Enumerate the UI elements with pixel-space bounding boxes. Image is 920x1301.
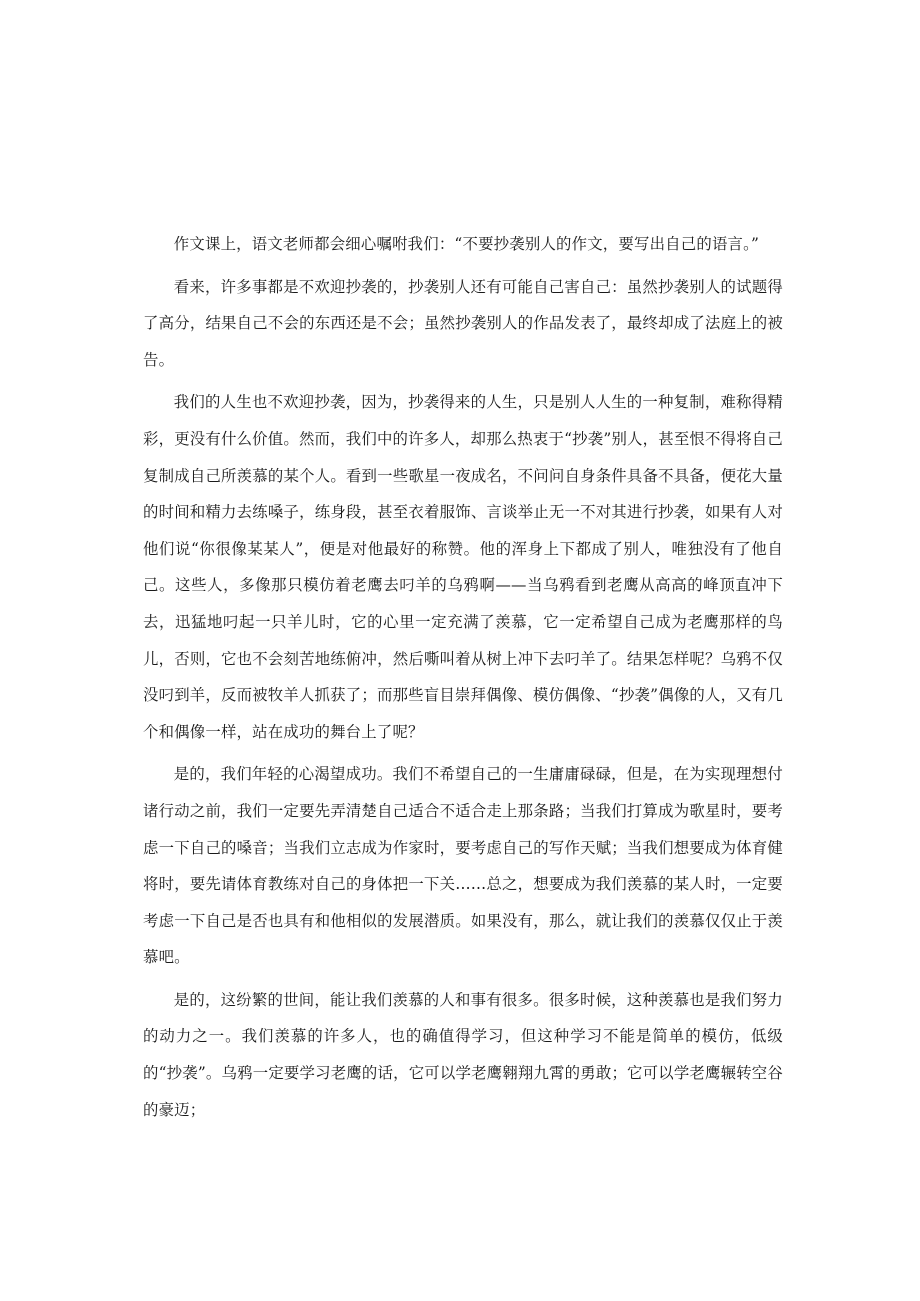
paragraph-2: 看来，许多事都是不欢迎抄袭的，抄袭别人还有可能自己害自己：虽然抄袭别人的试题得了高分，结果自己不会的东西还是不会；虽然抄袭别人的作品发表了，最终却成了法庭上的被告。 <box>143 277 783 369</box>
paragraph-4: 是的，我们年轻的心渴望成功。我们不希望自己的一生庸庸碌碌，但是，在为实现理想付诸行动之前，我们一定要先弄清楚自己适合不适合走上那条路；当我们打算成为歌星时，要考虑一下自己的嗓音；当我们立志成为作家时，要考虑自己的写作天赋；当我们想要成为体育健将时，要先请体育教练对自己的身体把一下关……总之，想要成为我们羡慕的某人时，一定要考虑一下自己是否也具有和他相似的发展潜质。如果没有，那么，就让我们的羡慕仅仅止于羡慕吧。 <box>143 765 783 967</box>
paragraph-3: 我们的人生也不欢迎抄袭，因为，抄袭得来的人生，只是别人人生的一种复制，难称得精彩，更没有什么价值。然而，我们中的许多人，却那么热衷于“抄袭”别人，甚至恨不得将自己复制成自己所羡慕的某个人。看到一些歌星一夜成名，不问问自身条件具备不具备，便花大量的时间和精力去练嗓子，练身段，甚至衣着服饰、言谈举止无一不对其进行抄袭，如果有人对他们说“你很像某某人”，便是对他最好的称赞。他的浑身上下都成了别人，唯独没有了他自己。这些人，多像那只模仿着老鹰去叼羊的乌鸦啊——当乌鸦看到老鹰从高高的峰顶直冲下去，迅猛地叼起一只羊儿时，它的心里一定充满了羡慕，它一定希望自己成为老鹰那样的鸟儿，否则，它也不会刻苦地练俯冲，然后嘶叫着从树上冲下去叼羊了。结果怎样呢？乌鸦不仅没叼到羊，反而被牧羊人抓获了；而那些盲目崇拜偶像、模仿偶像、“抄袭”偶像的人，又有几个和偶像一样，站在成功的舞台上了呢？ <box>143 393 783 741</box>
essay-body <box>143 226 783 1134</box>
paragraph-5: 是的，这纷繁的世间，能让我们羡慕的人和事有很多。很多时候，这种羡慕也是我们努力的动力之一。我们羡慕的许多人，也的确值得学习，但这种学习不能是简单的模仿，低级的“抄袭”。乌鸦一定要学习老鹰的话，它可以学老鹰翱翔九霄的勇敢；它可以学老鹰辗转空谷的豪迈； <box>143 990 783 1119</box>
paragraph-1: 作文课上，语文老师都会细心嘱咐我们：“不要抄袭别人的作文，要写出自己的语言。” <box>173 235 760 253</box>
